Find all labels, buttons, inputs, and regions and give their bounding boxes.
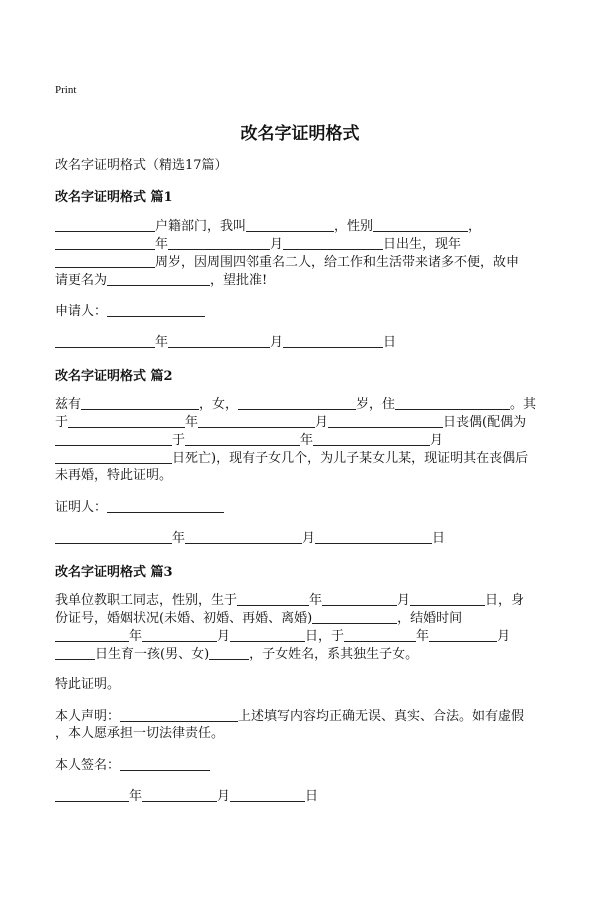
year-blank bbox=[55, 236, 155, 250]
month-blank bbox=[168, 236, 270, 250]
day-blank bbox=[55, 450, 172, 464]
signature-blank bbox=[107, 303, 205, 317]
section-1-date: 年 月 日 bbox=[55, 334, 396, 351]
year-blank bbox=[55, 628, 129, 642]
year-blank bbox=[237, 592, 309, 606]
declaration-blank bbox=[120, 708, 238, 722]
month-blank bbox=[198, 414, 315, 428]
section-3-declaration: 本人声明： 上述填写内容均正确无误、真实、合法。如有虚假 bbox=[55, 709, 525, 724]
new-name-blank bbox=[107, 272, 210, 286]
section-2-heading: 改名字证明格式 篇2 bbox=[55, 369, 173, 384]
section-1-heading: 改名字证明格式 篇1 bbox=[55, 190, 173, 205]
section-2-line-3: 于 年 月 bbox=[55, 432, 443, 449]
print-label: Print bbox=[55, 84, 77, 96]
document-title: 改名字证明格式 bbox=[240, 124, 360, 144]
day-blank bbox=[328, 414, 443, 428]
gender-blank bbox=[373, 218, 468, 232]
section-1-line-4: 请更名为 ，望批准! bbox=[55, 273, 268, 288]
month-blank bbox=[142, 788, 217, 802]
name-blank bbox=[246, 218, 334, 232]
section-2-line-4: 日死亡)，现有子女几个，为儿子某女儿某，现证明其在丧偶后 bbox=[55, 450, 528, 467]
month-blank bbox=[313, 432, 430, 446]
marital-status-blank bbox=[312, 610, 397, 624]
month-blank bbox=[168, 334, 270, 348]
section-2-line-2: 于 年 月 日丧偶(配偶为 bbox=[55, 415, 527, 430]
section-2-line-5: 未再婚，特此证明。 bbox=[55, 468, 173, 483]
section-1-line-1: 户籍部门，我叫 ，性别 ， bbox=[55, 218, 481, 235]
section-2-date: 年 月 日 bbox=[55, 530, 445, 547]
blank-field bbox=[55, 218, 155, 232]
month-blank bbox=[429, 628, 497, 642]
year-blank bbox=[55, 530, 172, 544]
year-blank bbox=[344, 628, 416, 642]
year-blank bbox=[68, 414, 185, 428]
section-3-line-3: 年 月 日，于 年 月 bbox=[55, 628, 510, 645]
day-blank bbox=[230, 788, 305, 802]
age-blank bbox=[55, 254, 155, 268]
section-3-line-1: 我单位教职工同志，性别，生于 年 月 日，身 bbox=[55, 593, 525, 608]
section-3-date: 年 月 日 bbox=[55, 788, 318, 805]
day-blank bbox=[410, 592, 485, 606]
section-3-signature: 本人签名： bbox=[55, 757, 210, 774]
year-blank bbox=[55, 788, 129, 802]
section-2-signature: 证明人： bbox=[55, 499, 224, 516]
name-blank bbox=[81, 396, 199, 410]
day-blank bbox=[315, 530, 432, 544]
signature-blank bbox=[107, 499, 224, 513]
day-blank bbox=[283, 334, 383, 348]
section-2-line-1: 兹有 ，女， 岁，住 。其 bbox=[55, 397, 537, 412]
signature-blank bbox=[120, 757, 210, 771]
section-3-declaration-2: ，本人愿承担一切法律责任。 bbox=[55, 726, 225, 741]
section-3-line-4: 日生育一孩(男、女) ，子女姓名，系其独生子女。 bbox=[55, 646, 418, 663]
section-3-line-2: 份证号，婚姻状况(未婚、初婚、再婚、离婚) ，结婚时间 bbox=[55, 611, 463, 626]
year-blank bbox=[55, 334, 155, 348]
day-blank bbox=[55, 646, 95, 660]
month-blank bbox=[142, 628, 217, 642]
day-blank bbox=[230, 628, 305, 642]
month-blank bbox=[185, 530, 302, 544]
section-3-heading: 改名字证明格式 篇3 bbox=[55, 565, 173, 580]
spouse-blank bbox=[55, 432, 172, 446]
document-subtitle: 改名字证明格式（精选17篇） bbox=[55, 158, 228, 173]
section-1-line-2: 年 月 日出生，现年 bbox=[55, 236, 461, 253]
section-1-line-3: 周岁，因周围四邻重名二人，给工作和生活带来诸多不便，故申 bbox=[55, 254, 519, 271]
month-blank bbox=[322, 592, 397, 606]
section-1-signature: 申请人： bbox=[55, 303, 205, 320]
address-blank bbox=[395, 396, 510, 410]
age-blank bbox=[238, 396, 356, 410]
day-blank bbox=[283, 236, 383, 250]
year-blank bbox=[185, 432, 300, 446]
section-3-certify: 特此证明。 bbox=[55, 677, 121, 692]
child-gender-blank bbox=[209, 646, 249, 660]
